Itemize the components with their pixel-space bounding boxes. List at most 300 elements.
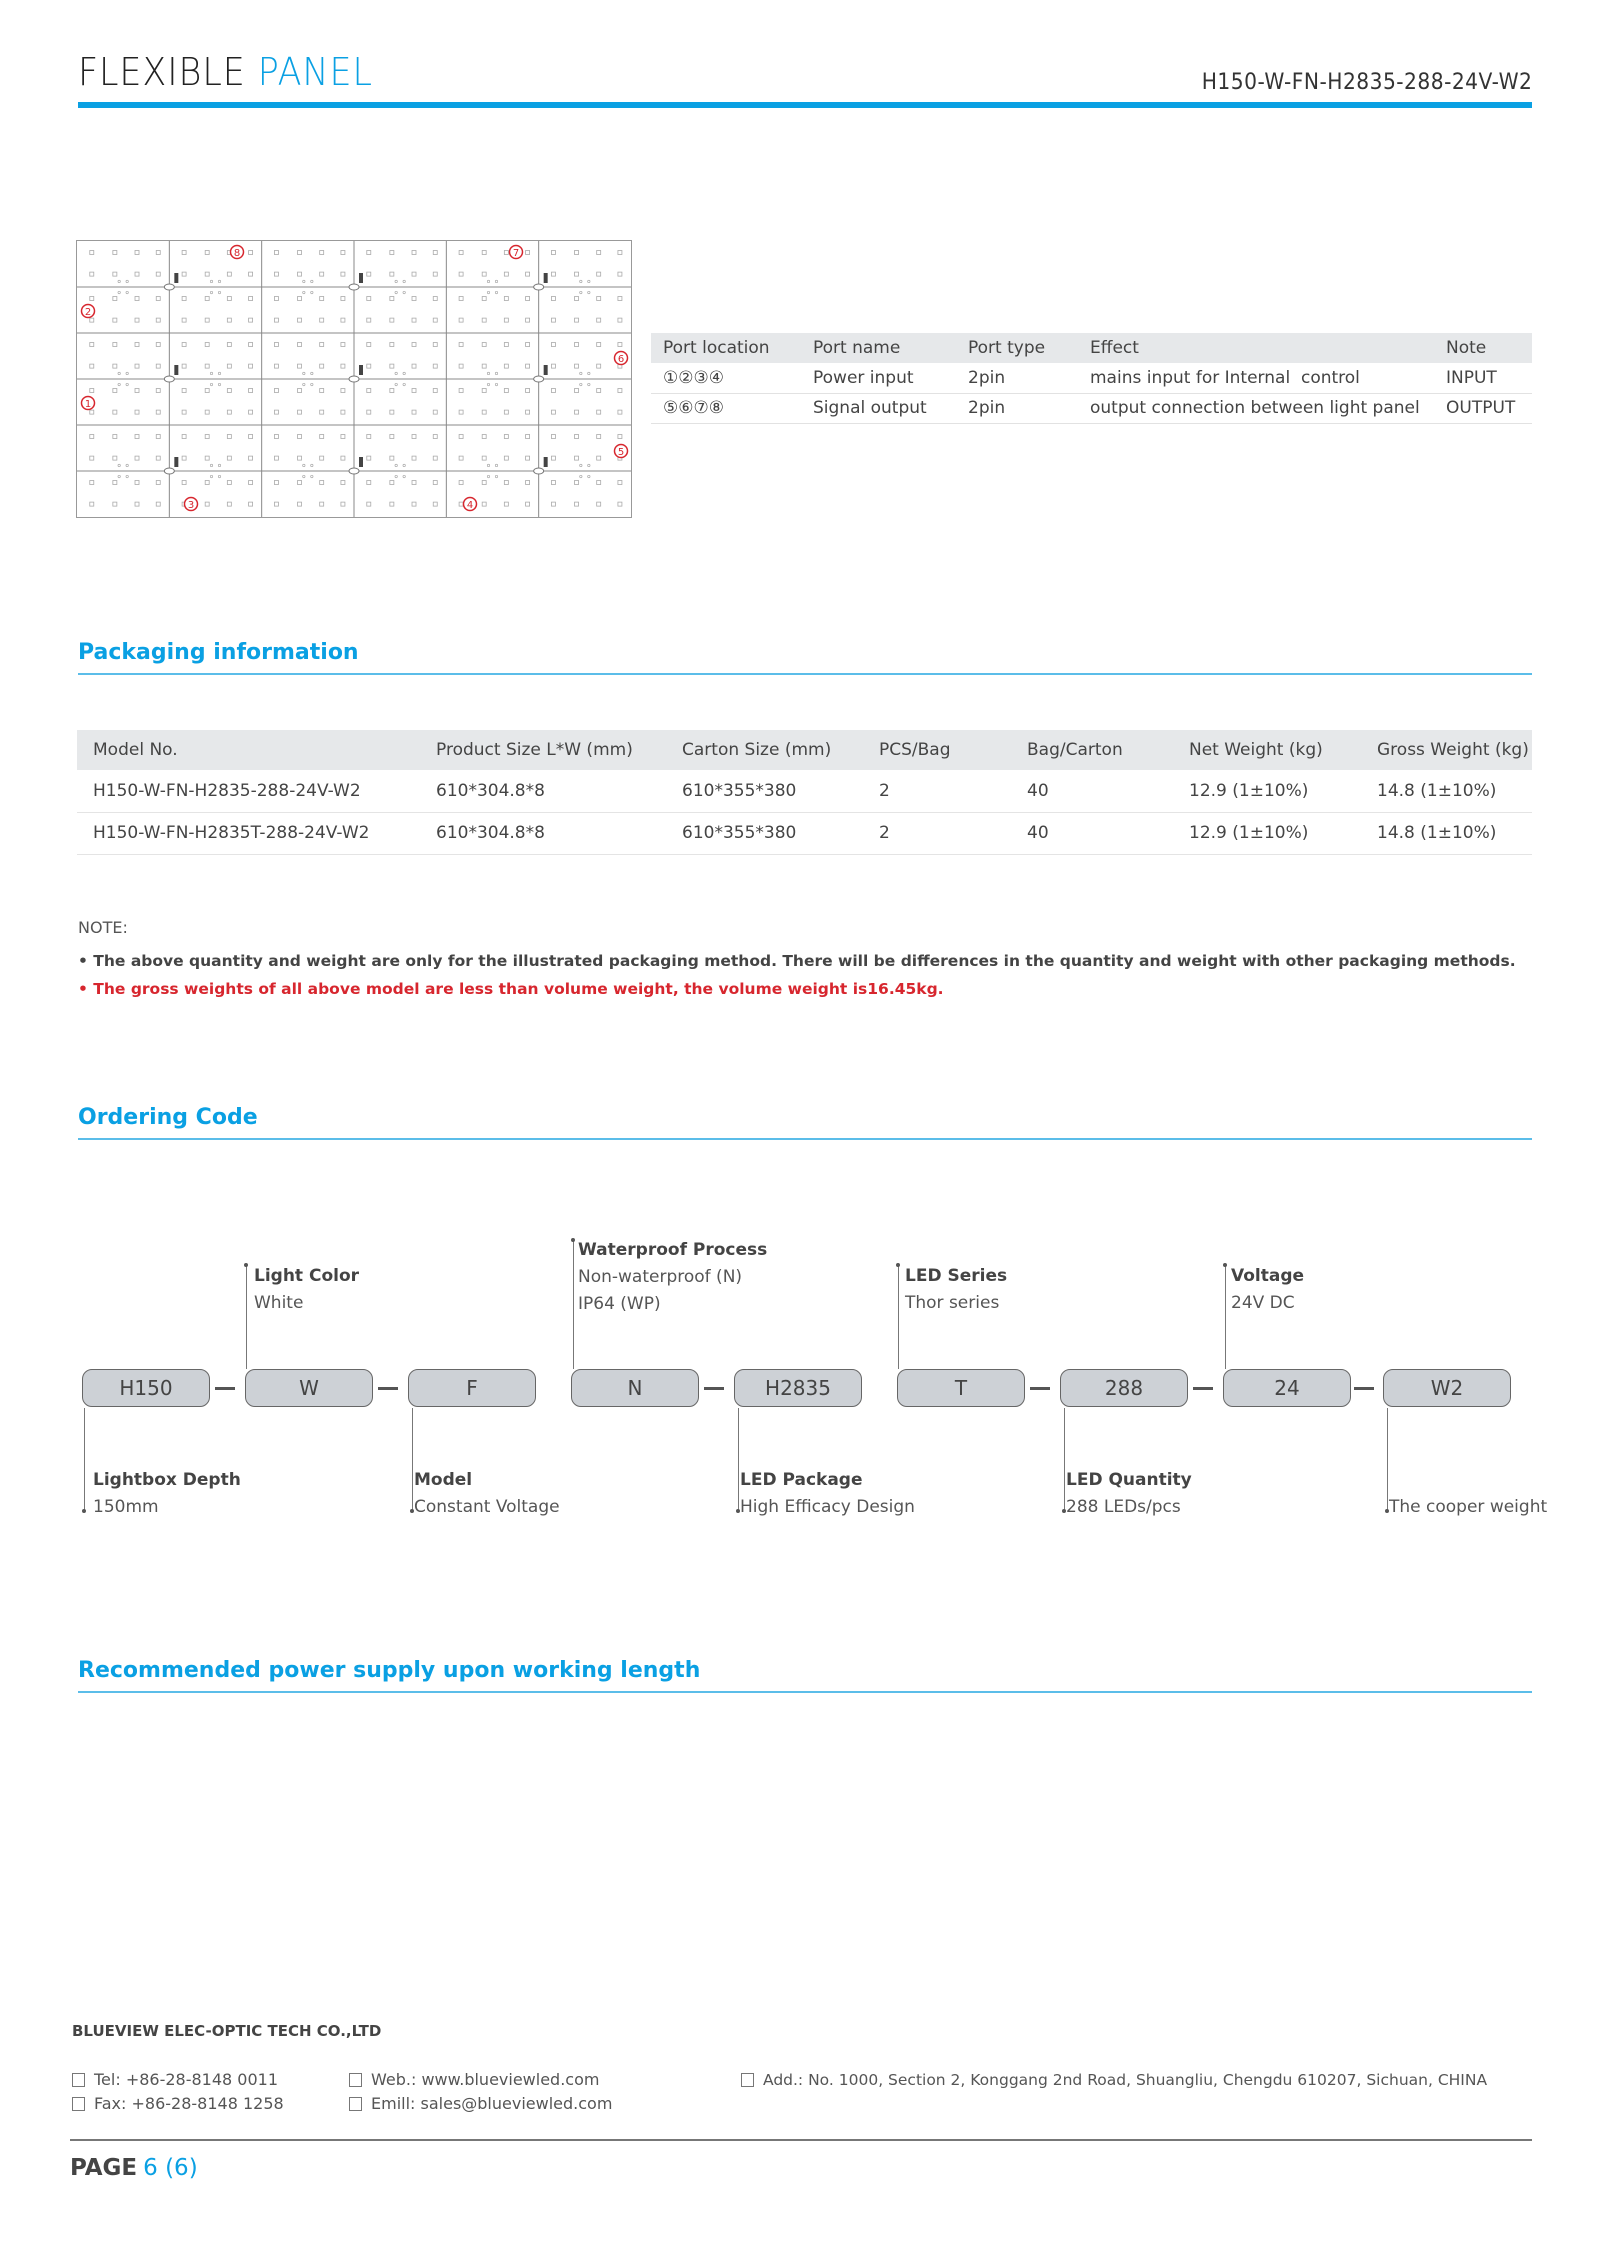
led-pad [90,364,94,368]
led-dot [126,464,128,466]
led-dot [303,464,305,466]
led-pad [504,364,508,368]
col-effect: Effect [1078,333,1434,363]
led-pad [135,318,139,322]
led-pad [482,456,486,460]
label-value: Thor series [905,1293,1000,1313]
led-pad [433,251,437,255]
header-model-number: H150-W-FN-H2835-288-24V-W2 [1201,70,1532,95]
led-pad [341,297,345,301]
led-pad [390,435,394,439]
led-dot [311,291,313,293]
led-pad [482,435,486,439]
led-pad [274,251,278,255]
led-pad [90,272,94,276]
led-pad [618,481,622,485]
cell: 2pin [956,393,1078,423]
label-model [414,1467,560,1521]
led-pad [412,297,416,301]
led-pad [504,435,508,439]
cell: 610*304.8*8 [420,770,666,812]
led-dot [118,475,120,477]
code-segment-copper-weight: W2 [1383,1369,1511,1407]
cell: 610*304.8*8 [420,812,666,854]
led-pad [249,343,253,347]
led-pad [135,435,139,439]
led-dot [311,372,313,374]
led-pad [227,272,231,276]
led-pad [205,364,209,368]
led-pad [459,410,463,414]
code-separator [378,1387,398,1390]
led-pad [618,435,622,439]
led-pad [504,251,508,255]
led-pad [482,364,486,368]
contact-web [349,2068,599,2092]
led-pad [526,343,530,347]
led-pad [249,318,253,322]
port-table [651,333,1532,424]
port-number-6: 6 [617,354,625,365]
port-number-3: 3 [187,500,195,511]
label-copper-weight [1389,1494,1547,1521]
panel-drawing [77,241,631,517]
led-pad [156,272,160,276]
section-heading: Ordering Code [78,1105,258,1130]
section-heading: Packaging information [78,640,359,665]
code-segment-led-series: T [897,1369,1025,1407]
led-dot [487,383,489,385]
led-pad [482,502,486,506]
led-dot [218,372,220,374]
email-link[interactable]: Emill: sales@blueviewled.com [371,2094,613,2113]
leader-dot [571,1238,575,1242]
port-table-header [651,333,1532,363]
led-pad [504,410,508,414]
led-pad [156,435,160,439]
led-pad [551,456,555,460]
led-pad [298,343,302,347]
led-pad [135,502,139,506]
led-pad [298,272,302,276]
led-pad [205,297,209,301]
led-dot [495,475,497,477]
led-dot [580,383,582,385]
led-dot [210,291,212,293]
led-pad [320,364,324,368]
cell: INPUT [1434,363,1532,393]
led-pad [597,456,601,460]
col-port-name: Port name [801,333,956,363]
led-pad [113,481,117,485]
tel-text: Tel: +86-28-8148 0011 [94,2070,279,2089]
label-value: Non-waterproof (N) [578,1267,743,1287]
led-pad [341,481,345,485]
connector-hole [534,284,544,290]
code-segment-light-color: W [245,1369,373,1407]
checkbox-icon [72,2073,85,2087]
label-value: 24V DC [1231,1293,1295,1313]
port-number-7: 7 [512,248,520,259]
led-pad [274,502,278,506]
led-pad [113,456,117,460]
connector-plug [174,273,178,283]
led-pad [227,318,231,322]
led-pad [618,318,622,322]
led-pad [90,297,94,301]
led-pad [412,389,416,393]
checkbox-icon [349,2097,362,2111]
code-segment-waterproof: N [571,1369,699,1407]
led-pad [205,389,209,393]
led-dot [210,280,212,282]
led-pad [433,318,437,322]
address-text: Add.: No. 1000, Section 2, Konggang 2nd Road, Shuangliu, Chengdu 610207, Sichuan, CHINA [763,2071,1488,2089]
led-dot [395,280,397,282]
led-pad [504,481,508,485]
page-label: PAGE [70,2155,138,2181]
led-pad [597,389,601,393]
led-pad [90,481,94,485]
cell: OUTPUT [1434,393,1532,423]
led-dot [403,280,405,282]
led-pad [618,502,622,506]
led-pad [504,318,508,322]
led-pad [390,272,394,276]
led-pad [390,343,394,347]
connector-plug [174,457,178,467]
port-number-5: 5 [617,447,625,458]
led-pad [320,272,324,276]
led-pad [298,364,302,368]
led-pad [412,410,416,414]
cell: ⑤⑥⑦⑧ [651,393,801,423]
led-dot [403,475,405,477]
led-pad [526,502,530,506]
led-pad [433,297,437,301]
led-pad [618,251,622,255]
led-pad [113,251,117,255]
cell: ①②③④ [651,363,801,393]
packaging-table-header [77,730,1532,770]
connector-plug [359,273,363,283]
led-dot [588,372,590,374]
led-pad [156,481,160,485]
led-pad [575,251,579,255]
connector-plug [544,457,548,467]
led-pad [182,251,186,255]
cell: 610*355*380 [666,812,863,854]
led-pad [90,343,94,347]
led-pad [504,343,508,347]
led-pad [135,364,139,368]
led-dot [495,464,497,466]
led-pad [113,389,117,393]
led-pad [504,272,508,276]
led-dot [487,280,489,282]
packaging-table [77,730,1532,855]
led-pad [135,389,139,393]
led-pad [412,272,416,276]
led-pad [182,435,186,439]
led-pad [182,318,186,322]
leader-dot [244,1263,248,1267]
led-pad [482,272,486,276]
led-pad [249,410,253,414]
led-pad [459,456,463,460]
col-port-type: Port type [956,333,1078,363]
led-pad [367,410,371,414]
led-pad [113,435,117,439]
led-pad [597,502,601,506]
led-pad [205,343,209,347]
cell: Power input [801,363,956,393]
led-dot [395,383,397,385]
led-pad [575,364,579,368]
led-pad [575,343,579,347]
port-number-1: 1 [84,399,92,410]
led-dot [495,372,497,374]
led-pad [390,456,394,460]
table-row [651,363,1532,393]
fax-text: Fax: +86-28-8148 1258 [94,2094,284,2113]
led-pad [482,343,486,347]
led-pad [390,297,394,301]
led-pad [113,502,117,506]
led-pad [597,297,601,301]
led-dot [580,372,582,374]
section-packaging [78,640,1532,675]
led-pad [90,410,94,414]
led-pad [274,481,278,485]
led-dot [126,383,128,385]
led-pad [113,297,117,301]
led-dot [303,372,305,374]
led-pad [320,297,324,301]
table-row [77,770,1532,812]
led-dot [118,291,120,293]
led-pad [90,502,94,506]
cell: output connection between light panel [1078,393,1434,423]
led-dot [126,280,128,282]
led-pad [205,251,209,255]
cell: 2 [863,770,1011,812]
led-dot [588,464,590,466]
connector-hole [164,376,174,382]
led-pad [367,364,371,368]
led-pad [113,318,117,322]
led-pad [433,435,437,439]
led-pad [249,481,253,485]
leader-line [898,1265,899,1369]
led-dot [495,383,497,385]
led-dot [580,464,582,466]
led-pad [113,343,117,347]
led-pad [459,389,463,393]
led-pad [367,456,371,460]
label-value: The cooper weight [1389,1497,1548,1517]
led-pad [205,318,209,322]
col-carton-size: Carton Size (mm) [666,730,863,770]
led-pad [320,251,324,255]
led-pad [575,272,579,276]
led-dot [588,291,590,293]
led-pad [367,481,371,485]
led-pad [459,481,463,485]
led-pad [320,481,324,485]
port-number-8: 8 [233,248,241,259]
col-port-location: Port location [651,333,801,363]
led-pad [526,364,530,368]
led-pad [390,318,394,322]
label-title: Model [414,1470,473,1490]
contact-tel [72,2068,278,2092]
led-pad [249,502,253,506]
led-dot [487,372,489,374]
leader-line [412,1408,413,1510]
connector-plug [359,457,363,467]
leader-line [738,1408,739,1510]
led-pad [575,389,579,393]
led-pad [597,251,601,255]
led-pad [412,251,416,255]
led-pad [341,389,345,393]
contact-email [349,2092,612,2116]
led-dot [311,383,313,385]
connector-plug [544,365,548,375]
led-dot [487,475,489,477]
connector-plug [174,365,178,375]
led-dot [210,372,212,374]
led-pad [504,297,508,301]
code-segment-led-package: H2835 [734,1369,862,1407]
led-pad [412,318,416,322]
led-pad [390,410,394,414]
led-pad [390,481,394,485]
led-pad [135,410,139,414]
led-pad [551,410,555,414]
led-pad [341,318,345,322]
led-pad [227,456,231,460]
led-dot [395,475,397,477]
led-pad [274,318,278,322]
led-pad [526,272,530,276]
led-dot [487,464,489,466]
led-pad [249,297,253,301]
led-dot [126,372,128,374]
led-dot [311,475,313,477]
cell: 40 [1011,770,1173,812]
col-product-size: Product Size L*W (mm) [420,730,666,770]
led-pad [227,297,231,301]
code-segment-model: F [408,1369,536,1407]
led-dot [588,280,590,282]
led-pad [274,389,278,393]
led-pad [90,435,94,439]
cell: 610*355*380 [666,770,863,812]
led-pad [182,297,186,301]
led-pad [618,272,622,276]
col-net-weight: Net Weight (kg) [1173,730,1361,770]
label-value: IP64 (WP) [578,1294,661,1314]
label-waterproof-process [578,1237,767,1318]
col-pcs-bag: PCS/Bag [863,730,1011,770]
code-segment-lightbox-depth: H150 [82,1369,210,1407]
led-pad [249,435,253,439]
led-pad [433,389,437,393]
col-gross-weight: Gross Weight (kg) [1361,730,1532,770]
led-pad [205,435,209,439]
led-pad [551,251,555,255]
led-pad [433,481,437,485]
label-title: Lightbox Depth [93,1470,241,1490]
led-pad [320,456,324,460]
led-pad [618,410,622,414]
led-pad [274,297,278,301]
leader-line [1225,1265,1226,1369]
led-pad [274,456,278,460]
led-pad [367,272,371,276]
checkbox-icon [741,2073,754,2087]
led-dot [118,280,120,282]
led-pad [182,343,186,347]
label-value: 288 LEDs/pcs [1066,1497,1181,1517]
led-pad [90,389,94,393]
led-pad [433,364,437,368]
led-pad [135,481,139,485]
led-pad [551,364,555,368]
led-pad [341,364,345,368]
led-pad [367,251,371,255]
document-title [78,50,373,94]
led-pad [320,343,324,347]
led-pad [618,297,622,301]
connector-hole [349,468,359,474]
led-dot [126,291,128,293]
cell: H150-W-FN-H2835T-288-24V-W2 [77,812,420,854]
led-pad [227,364,231,368]
label-title: Waterproof Process [578,1240,768,1260]
led-pad [390,502,394,506]
cell: 2 [863,812,1011,854]
led-dot [588,475,590,477]
led-pad [526,318,530,322]
col-note: Note [1434,333,1532,363]
web-link[interactable]: Web.: www.blueviewled.com [371,2070,600,2089]
led-pad [274,435,278,439]
led-pad [274,272,278,276]
led-pad [298,410,302,414]
led-dot [403,383,405,385]
led-pad [551,502,555,506]
led-pad [298,297,302,301]
led-pad [597,435,601,439]
led-pad [551,435,555,439]
label-value: Constant Voltage [414,1497,560,1517]
led-pad [433,502,437,506]
led-dot [403,372,405,374]
led-pad [551,318,555,322]
led-pad [367,502,371,506]
led-dot [580,280,582,282]
led-pad [575,481,579,485]
led-pad [597,318,601,322]
leader-line [1064,1408,1065,1510]
led-pad [575,502,579,506]
led-pad [341,343,345,347]
led-pad [412,364,416,368]
led-pad [274,364,278,368]
